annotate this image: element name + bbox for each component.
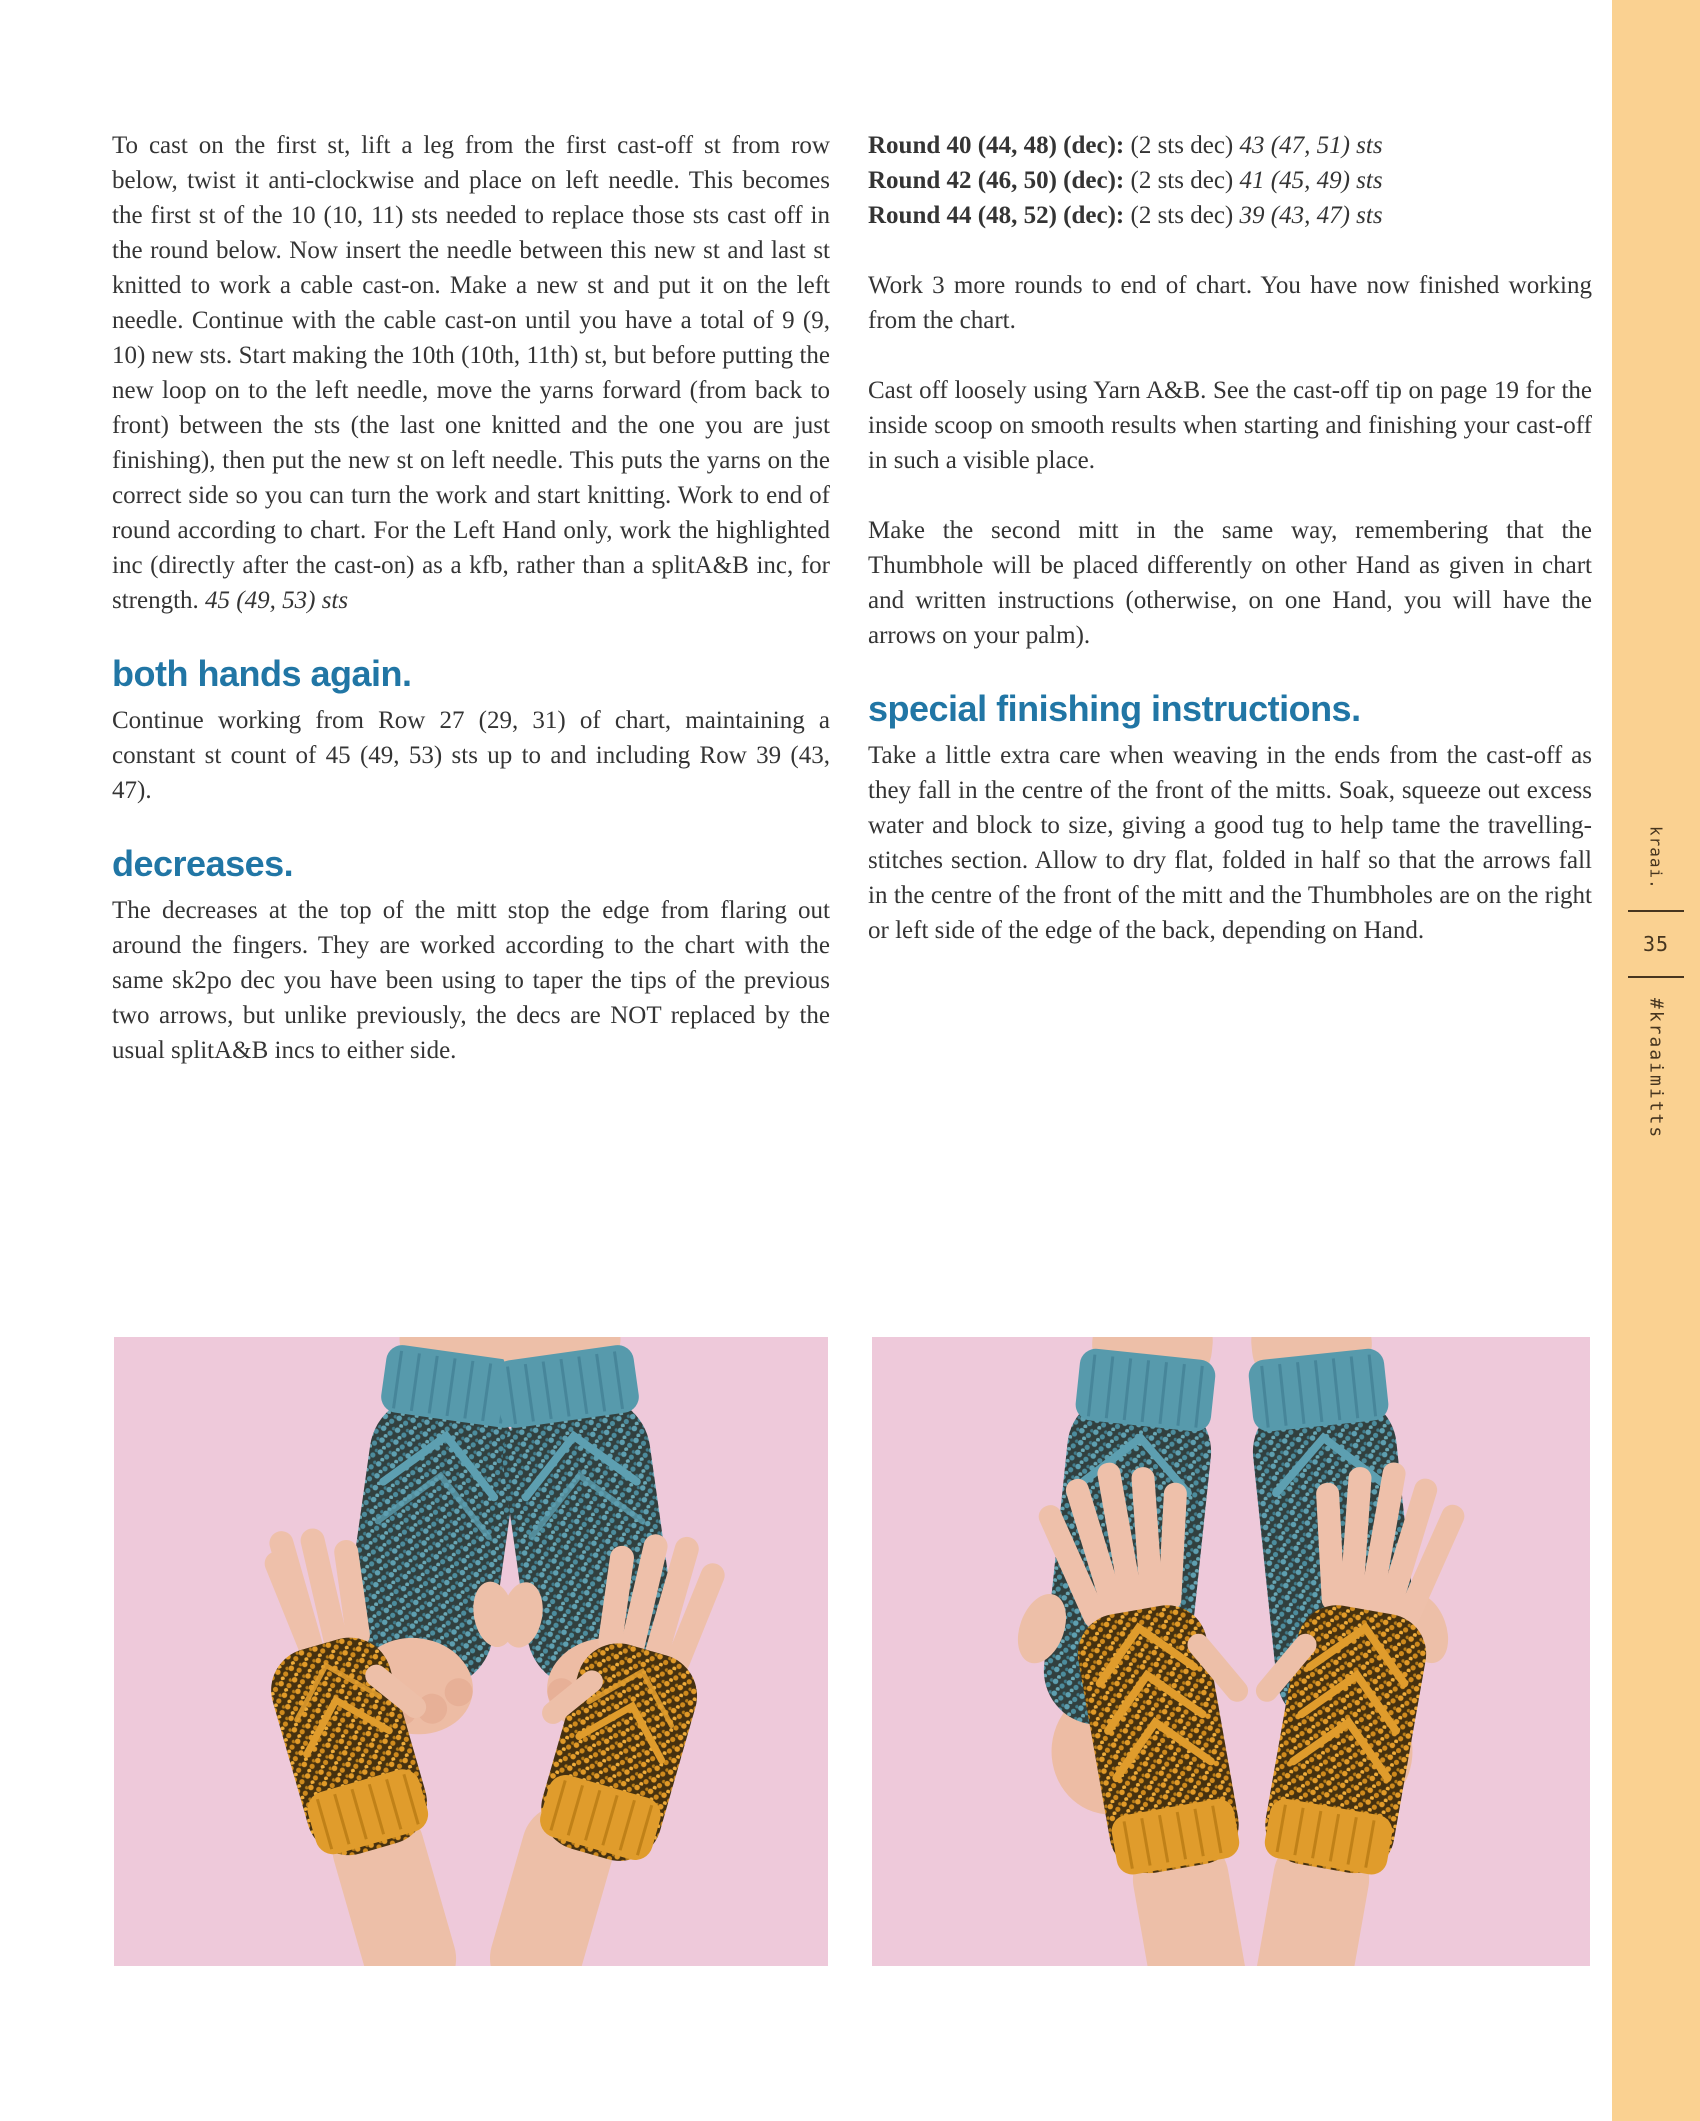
round-label: Round 42 (46, 50) (dec): [868, 167, 1125, 194]
decrease-rounds-list [868, 128, 1592, 233]
sidebar-divider [1628, 976, 1684, 978]
round-line [868, 198, 1592, 233]
sidebar-strip [1612, 0, 1700, 2121]
sidebar-stack [1628, 826, 1684, 1139]
page-number: 35 [1642, 931, 1670, 956]
second-mitt-paragraph: Make the second mitt in the same way, remembering that the Thumbhole will be placed differently on other Hand as given in chart and written instructions (otherwise, on one Hand, you will have the arrows on your palm). [868, 517, 1592, 649]
cast-off-paragraph: Cast off loosely using Yarn A&B. See the cast-off tip on page 19 for the inside scoop on smooth results when starting and finishing your cast-off in such a visible place. [868, 377, 1592, 474]
finishing-paragraph: Take a little extra care when weaving in the ends from the cast-off as they fall in the centre of the front of the mitts. Soak, squeeze out excess water and block to size, giving a good tug to help tame the travelling-stitches section. Allow to dry flat, folded in half so that the arrows fall in the centre of the front of the mitt and the Thumbholes are on the right or left side of the edge of the back, depending on Hand. [868, 742, 1592, 944]
round-detail: (2 sts dec) [1130, 202, 1234, 229]
cast-on-paragraph [112, 128, 830, 618]
round-result: 39 (43, 47) sts [1239, 202, 1383, 229]
heading-decreases: decreases. [112, 843, 294, 884]
round-detail: (2 sts dec) [1130, 167, 1234, 194]
photo-mitts-flat-hands-art [872, 1337, 1590, 1966]
round-result: 43 (47, 51) sts [1239, 132, 1383, 159]
round-label: Round 44 (48, 52) (dec): [868, 202, 1125, 229]
photo-mitts-fists [114, 1337, 828, 1966]
photo-mitts-fists-art [114, 1337, 828, 1966]
photo-mitts-flat-hands [872, 1337, 1590, 1966]
stitch-count-note: 45 (49, 53) sts [205, 587, 349, 614]
hashtag: #kraaimitts [1645, 997, 1667, 1140]
heading-both-hands-again: both hands again. [112, 653, 412, 694]
round-result: 41 (45, 49) sts [1239, 167, 1383, 194]
round-line [868, 128, 1592, 163]
work-rounds-paragraph: Work 3 more rounds to end of chart. You have now finished working from the chart. [868, 272, 1592, 334]
cast-on-text: To cast on the first st, lift a leg from the first cast-off st from row below, twist it anti-clockwise and place on left needle. This becomes the first st of the 10 (10, 11) sts needed to replace those sts cast off in the round below. Now insert the needle between this new st and last st knitted to work a cable cast-on. Make a new st and put it on the left needle. Continue with the cable cast-on until you have a total of 9 (9, 10) new sts. Start making the 10th (10th, 11th) st, but before putting the new loop on to the left needle, move the yarns forward (from back to front) between the sts (the last one knitted and the one you are just finishing), then put the new st on left needle. This puts the yarns on the correct side so you can turn the work and start knitting. Work to end of round according to chart. For the Left Hand only, work the highlighted inc (directly after the cast-on) as a kfb, rather than a splitA&B inc, for strength. [112, 132, 830, 614]
right-column [868, 128, 1592, 948]
both-hands-paragraph: Continue working from Row 27 (29, 31) of chart, maintaining a constant st count of 45 (49, 53) sts up to and including Row 39 (43, 47). [112, 707, 830, 804]
round-label: Round 40 (44, 48) (dec): [868, 132, 1125, 159]
heading-special-finishing: special finishing instructions. [868, 688, 1361, 729]
left-column [112, 128, 830, 1068]
decreases-paragraph: The decreases at the top of the mitt stop the edge from flaring out around the fingers. They are worked according to the chart with the same sk2po dec you have been using to taper the tips of the previous two arrows, but unlike previously, the decs are NOT replaced by the usual splitA&B incs to either side. [112, 897, 830, 1064]
round-detail: (2 sts dec) [1130, 132, 1234, 159]
brand-name: kraai. [1646, 826, 1666, 890]
round-line [868, 163, 1592, 198]
sidebar-divider [1628, 910, 1684, 912]
